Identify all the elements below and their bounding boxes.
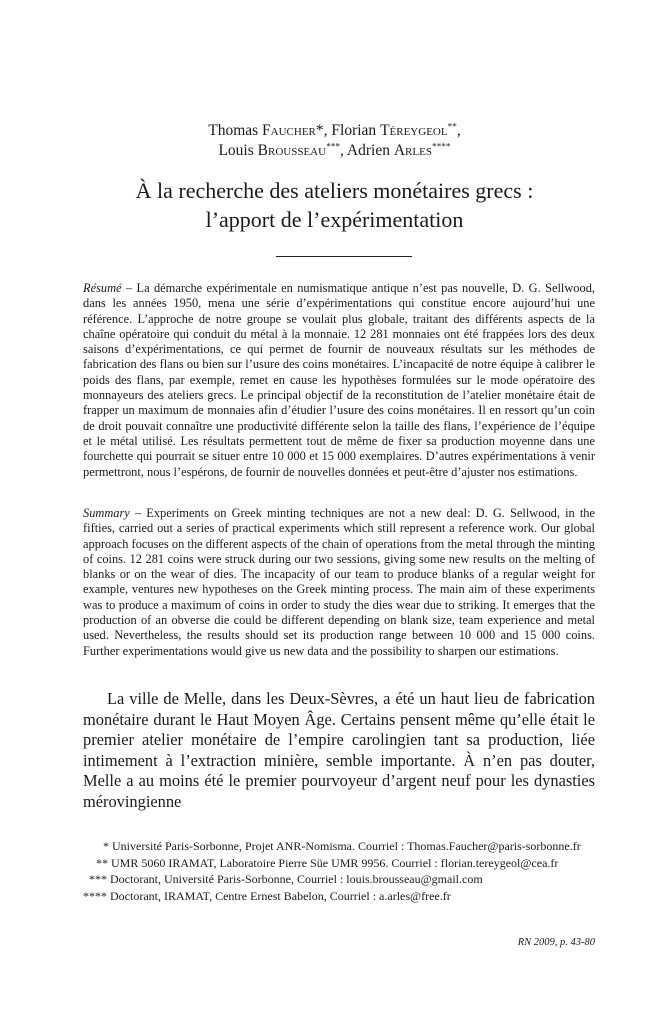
author-first-name: Adrien: [346, 142, 390, 159]
abstract-label: Résumé: [83, 281, 122, 295]
author-footnote-mark: **: [447, 122, 457, 133]
author-last-name: Téreygeol: [380, 122, 448, 139]
footnote: [83, 838, 603, 855]
article-title: [0, 176, 669, 234]
author-line-1: Thomas Faucher*, Florian Téreygeol**,: [208, 122, 461, 139]
author-first-name: Florian: [331, 122, 377, 139]
footnote: [83, 888, 603, 905]
footnotes: [83, 838, 603, 904]
author-footnote-mark: ****: [431, 142, 451, 153]
title-line-2: l’apport de l’expérimentation: [205, 207, 464, 232]
footnote-text: Université Paris-Sorbonne, Projet ANR-Nomisma. Courriel : Thomas.Faucher@paris-sorbonne.fr: [109, 839, 581, 853]
footnote-text: UMR 5060 IRAMAT, Laboratoire Pierre Süe UMR 9956. Courriel : florian.tereygeol@cea.fr: [108, 855, 559, 870]
author-footnote-mark: ***: [326, 142, 341, 153]
author-last-name: Faucher: [262, 122, 316, 139]
abstract-label: Summary: [83, 506, 130, 520]
footnote: [83, 871, 603, 888]
footnote-mark: ***: [89, 872, 107, 886]
abstract-text: – Experiments on Greek minting techniques are not a new deal: D. G. Sellwood, in the fifties, carried out a series of practical experiments which still represent a reference work. Our global approach focuses on the different aspects of the chain of operations from the metal through the minting of coins. 12 281 coins were struck during our two sessions, giving some new results on the melting of blanks or on the wear of dies. The incapacity of our team to produce blanks of a regular weight for example, ventures new hypotheses on the Greek minting process. The main aim of these experiments was to produce a maximum of coins in order to study the dies wear due to striking. It emerges that the production of an obverse die could be different depending on blank size, team experience and metal used. Nevertheless, the results should set its production range between 10 000 and 15 000 coins. Further experimentations would give us new data and the possibility to sharpen our estimations.: [83, 506, 595, 658]
author-list: [0, 121, 669, 161]
title-line-1: À la recherche des ateliers monétaires grecs :: [135, 178, 534, 203]
body-paragraph: La ville de Melle, dans les Deux-Sèvres, a été un haut lieu de fabrication monétaire durant le Haut Moyen Âge. Certains pensent même qu’elle était le premier atelier monétaire de l’empire carolingien tant sa production, liée intimement à l’extraction minière, semble importante. À n’en pas douter, Melle a au moins été le premier pourvoyeur d’argent neuf pour les dynasties mérovingienne: [83, 689, 595, 811]
author-last-name: Arles: [393, 142, 432, 159]
author-first-name: Louis: [218, 142, 254, 159]
author-first-name: Thomas: [208, 122, 259, 139]
journal-reference: RN 2009, p. 43-80: [517, 937, 595, 948]
title-divider: [276, 256, 412, 257]
footnote: [83, 855, 603, 872]
footnote-mark: *: [103, 839, 109, 853]
author-last-name: Brousseau: [257, 142, 327, 159]
english-abstract: [83, 506, 595, 659]
author-line-2: Louis Brousseau***, Adrien Arles****: [218, 142, 451, 159]
footnote-mark: **: [96, 855, 108, 870]
footnote-text: Doctorant, IRAMAT, Centre Ernest Babelon, Courriel : a.arles@free.fr: [107, 888, 451, 903]
footnote-text: Doctorant, Université Paris-Sorbonne, Courriel : louis.brousseau@gmail.com: [107, 872, 483, 886]
footnote-mark: ****: [83, 888, 107, 903]
abstract-text: – La démarche expérimentale en numismatique antique n’est pas nouvelle, D. G. Sellwood, dans les années 1950, mena une série d’expérimentations qui constitue encore aujourd’hui une référence. L’approche de notre groupe se voulait plus globale, traitant des différents aspects de la chaîne opératoire qui conduit du métal à la monnaie. 12 281 monnaies ont été frappées lors des deux saisons d’expérimentations, ce qui permet de fournir de nouveaux résultats sur les méthodes de fabrication des flans ou bien sur l’usure des coins monétaires. L’incapacité de notre équipe à calibrer le poids des flans, par exemple, remet en cause les hypothèses formulées sur le mode opératoire des monnayeurs des ateliers grecs. Le principal objectif de la reconstitution de l’atelier monétaire était de frapper un maximum de monnaies afin d’étudier l’usure des coins monétaires. Il en ressort qu’un coin de droit pouvait connaître une productivité différente selon la taille des flans, l’expérience de l’équipe et le métal utilisé. Les résultats permettent tout de même de fixer sa production moyenne dans une fourchette qui pourrait se situer entre 10 000 et 15 000 exemplaires. D’autres expérimentations à venir permettront, nous l’espérons, de fournir de nouvelles données et peut-être d’ajuster nos estimations.: [83, 281, 595, 479]
author-footnote-mark: *: [315, 122, 324, 139]
french-abstract: [83, 281, 595, 480]
